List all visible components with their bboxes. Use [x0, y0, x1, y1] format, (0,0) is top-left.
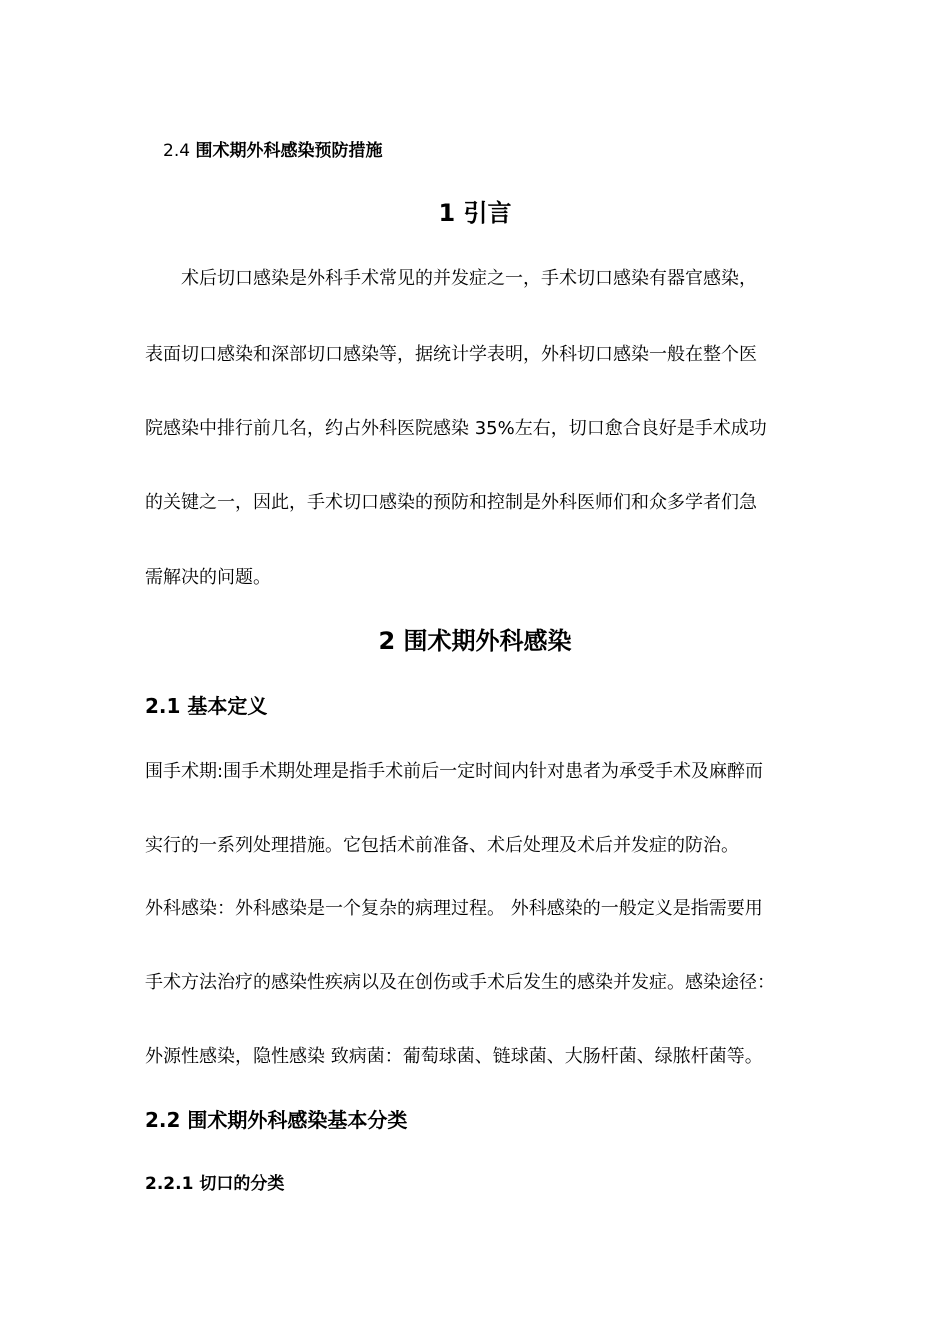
intro-paragraph-line: 院感染中排行前几名，约占外科医院感染 35%左右，切口愈合良好是手术成功: [145, 418, 767, 439]
subsection-2-2-heading: 2.2 围术期外科感染基本分类: [145, 1108, 408, 1132]
intro-paragraph-line: 需解决的问题。: [145, 567, 271, 588]
toc-entry-title: 围术期外科感染预防措施: [195, 141, 383, 161]
subsection-2-2-1-heading: 2.2.1 切口的分类: [145, 1174, 285, 1194]
toc-entry-number: 2.4: [163, 141, 191, 161]
definition-surgical-infection-line: 外源性感染，隐性感染 致病菌：葡萄球菌、链球菌、大肠杆菌、绿脓杆菌等。: [145, 1046, 763, 1067]
definition-surgical-infection-line: 手术方法治疗的感染性疾病以及在创伤或手术后发生的感染并发症。感染途径：: [145, 972, 775, 993]
definition-surgical-infection-line: 外科感染：外科感染是一个复杂的病理过程。 外科感染的一般定义是指需要用: [145, 898, 763, 919]
intro-paragraph-line: 的关键之一，因此，手术切口感染的预防和控制是外科医师们和众多学者们急: [145, 492, 757, 513]
section-2-heading: 2 围术期外科感染: [378, 627, 572, 655]
subsection-2-1-heading: 2.1 基本定义: [145, 694, 268, 718]
section-1-heading: 1 引言: [438, 199, 512, 227]
intro-paragraph-line: 表面切口感染和深部切口感染等，据统计学表明，外科切口感染一般在整个医: [145, 344, 757, 365]
intro-paragraph-line: 术后切口感染是外科手术常见的并发症之一，手术切口感染有器官感染，: [181, 268, 757, 289]
toc-entry: [163, 139, 382, 163]
definition-perioperative-line: 实行的一系列处理措施。它包括术前准备、术后处理及术后并发症的防治。: [145, 835, 739, 856]
definition-perioperative-line: 围手术期:围手术期处理是指手术前后一定时间内针对患者为承受手术及麻醉而: [145, 761, 764, 782]
